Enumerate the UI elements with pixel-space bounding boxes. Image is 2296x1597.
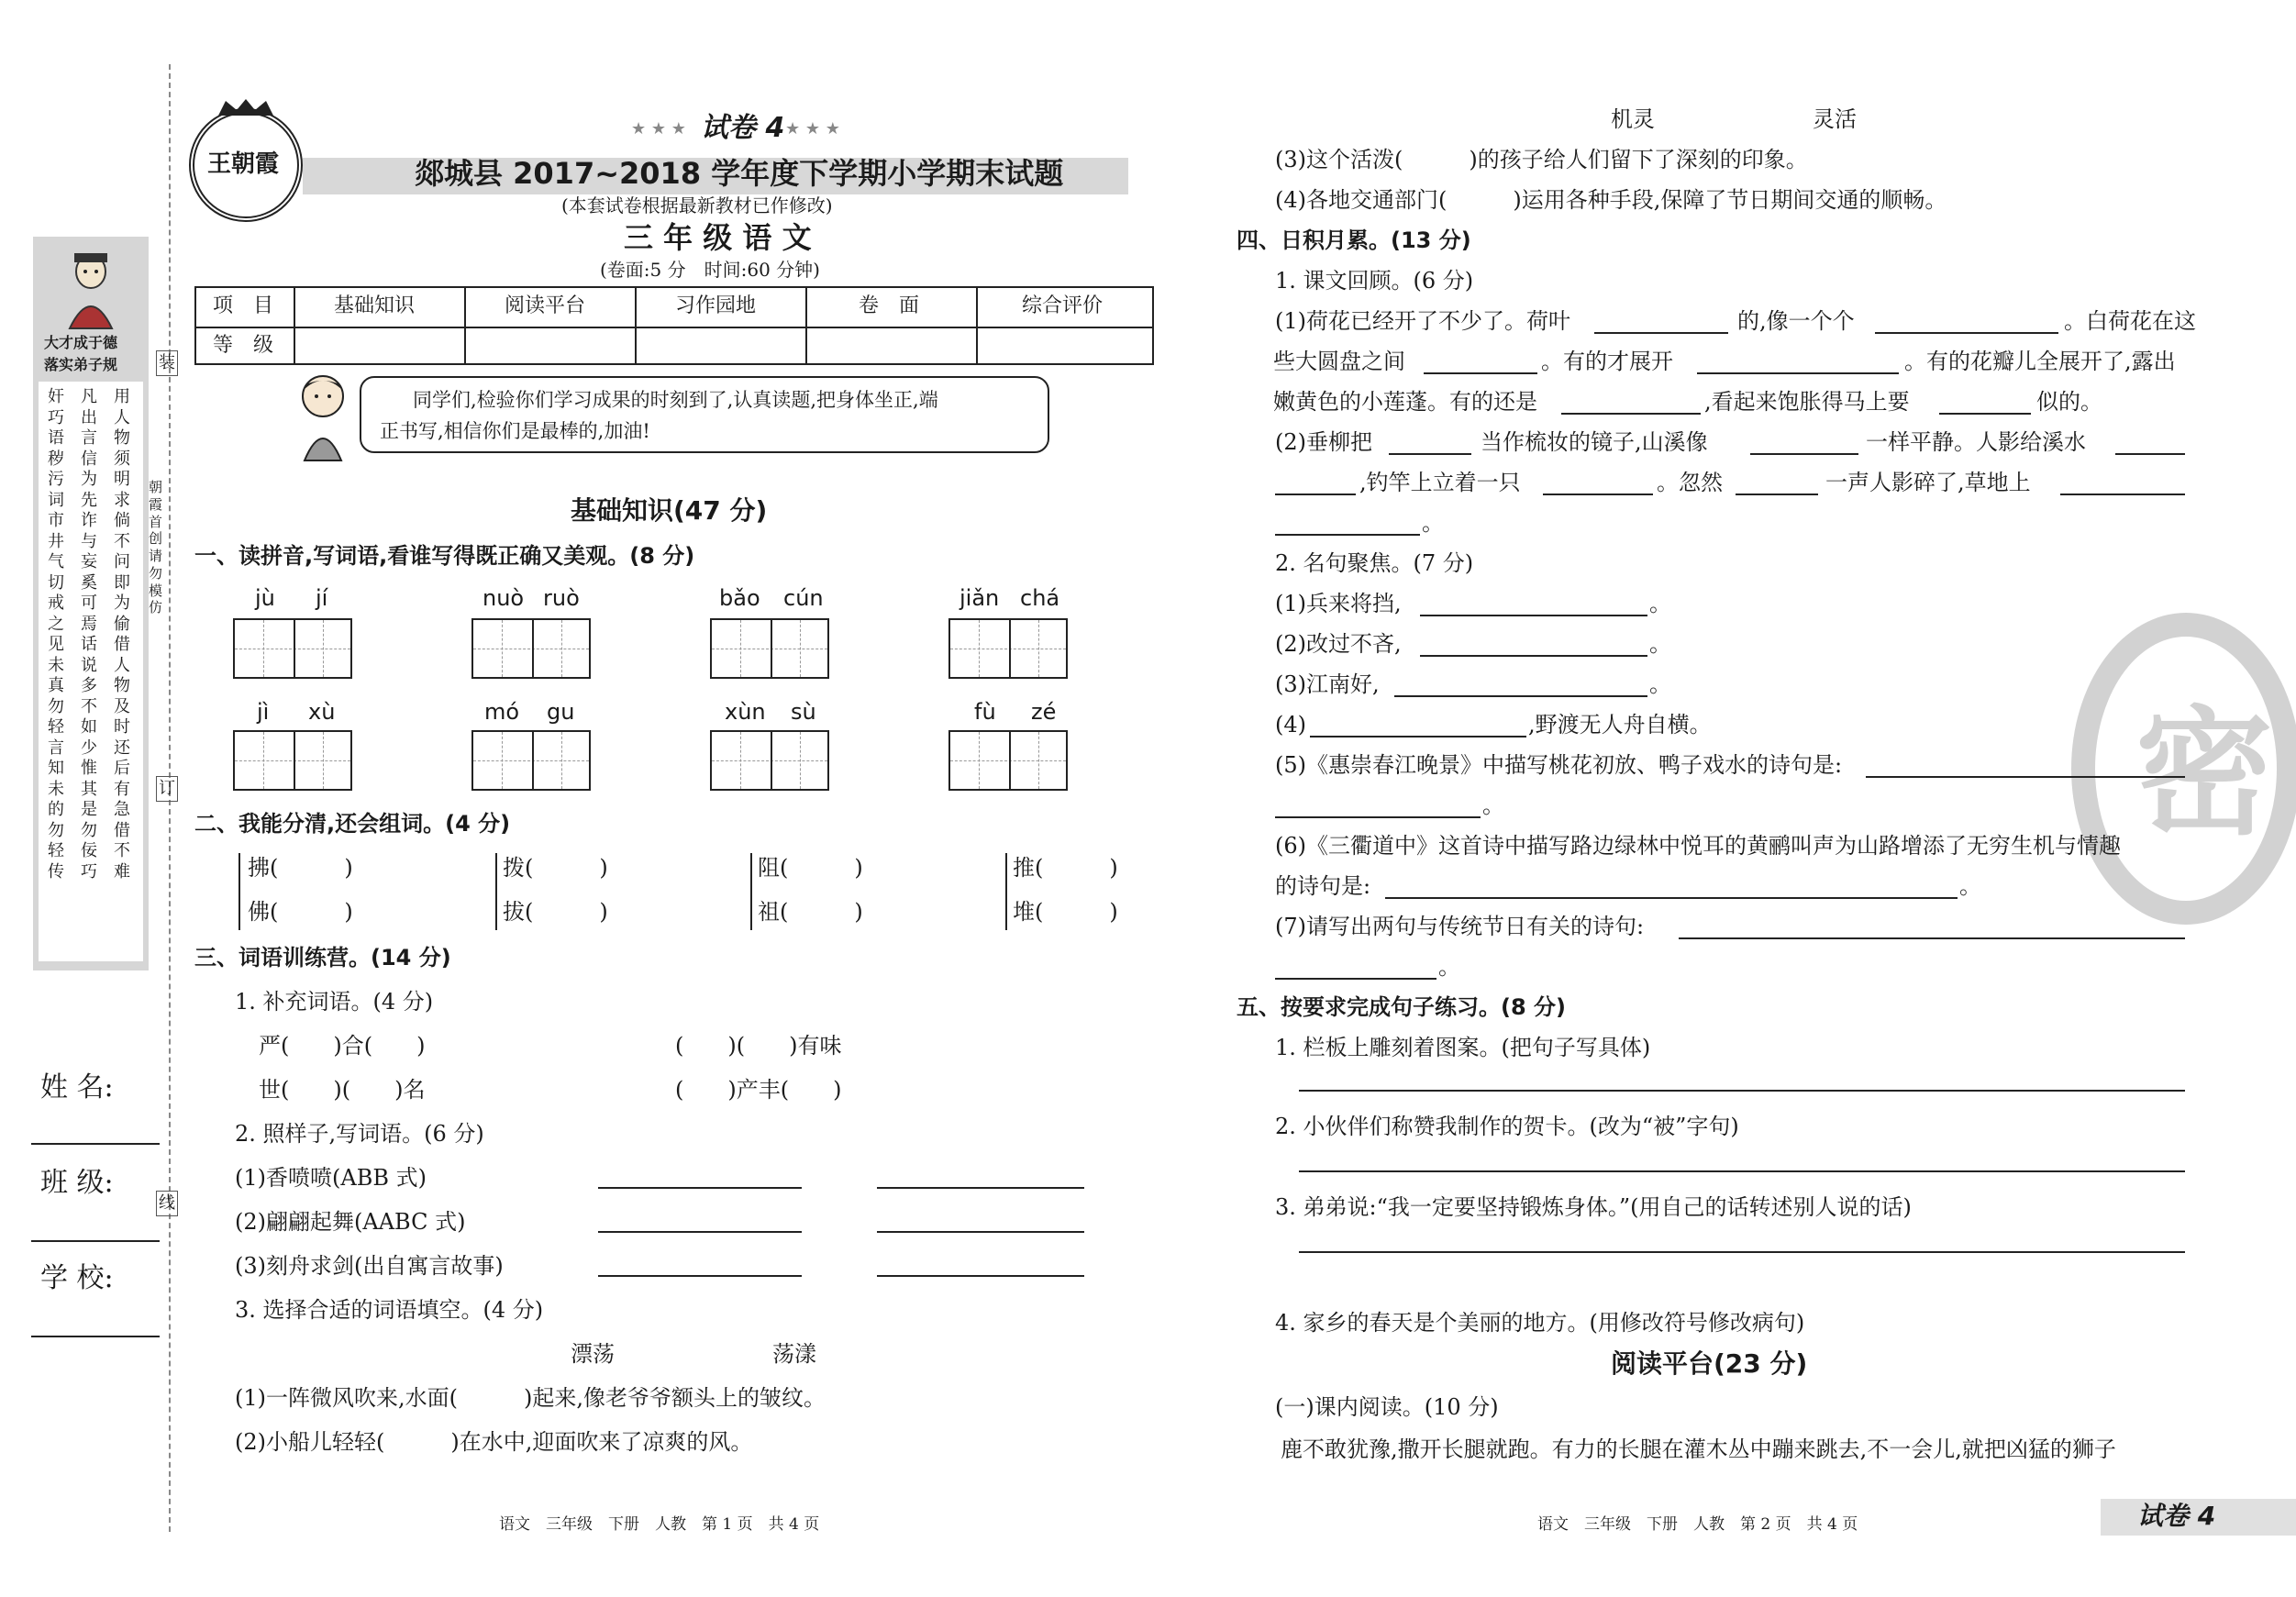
logo-crown-icon	[216, 97, 275, 117]
sentence-task: 3. 弟弟说:“我一定要坚持锻炼身体。”(用自己的话转述别人说的话)	[1275, 1194, 1912, 1220]
pinyin-label: fù	[974, 699, 996, 725]
greeting-line-2: 正书写,相信你们是最棒的,加油!	[380, 420, 650, 442]
section-basic-title: 基础知识(47 分)	[571, 495, 768, 526]
question-1-title: 一、读拼音,写词语,看谁写得既正确又美观。(8 分)	[194, 543, 695, 569]
question-4-title: 四、日积月累。(13 分)	[1237, 227, 1471, 253]
class-field[interactable]	[31, 1240, 160, 1242]
pinyin-label: bǎo	[719, 585, 760, 611]
pinyin-label: mó	[484, 699, 520, 725]
answer-line[interactable]	[1697, 372, 1899, 374]
q3-1-title: 1. 补充词语。(4 分)	[235, 989, 434, 1015]
lotus-text: 些大圆盘之间	[1273, 349, 1405, 374]
answer-line[interactable]	[1424, 372, 1537, 374]
willow-text: ,钓竿上立着一只	[1359, 470, 1521, 495]
answer-line[interactable]	[2060, 494, 2185, 495]
writing-grid[interactable]	[471, 618, 591, 679]
table-header-cell: 卷 面	[859, 294, 920, 317]
idiom-fill[interactable]: 世( )( )名	[259, 1077, 426, 1103]
word-option: 灵活	[1813, 106, 1857, 132]
writing-grid[interactable]	[948, 618, 1068, 679]
q4-2-title: 2. 名句聚焦。(7 分)	[1275, 550, 1474, 576]
poem-period: 。	[1482, 793, 1504, 818]
sentence-task: 2. 小伙伴们称赞我制作的贺卡。(改为“被”字句)	[1275, 1114, 1739, 1139]
poem-prompt: 的诗句是:	[1275, 873, 1371, 899]
pinyin-label: jí	[316, 585, 328, 611]
school-label: 学 校:	[40, 1262, 114, 1294]
answer-line[interactable]	[598, 1187, 802, 1189]
answer-line[interactable]	[1594, 332, 1728, 334]
binding-label-3: 线	[156, 1191, 178, 1216]
lotus-text: 。有的才展开	[1541, 349, 1673, 374]
name-label: 姓 名:	[40, 1071, 114, 1103]
paper-tag: 试卷 4	[701, 112, 785, 144]
answer-line[interactable]	[1543, 494, 1653, 495]
char-pair-item[interactable]: 佛( )	[248, 899, 353, 925]
willow-text: 当作梳妆的镜子,山溪像	[1481, 429, 1708, 455]
table-header-cell: 基础知识	[334, 294, 416, 317]
section-reading-title: 阅读平台(23 分)	[1611, 1348, 1808, 1379]
rules-box	[39, 382, 143, 961]
bracket-brace	[750, 853, 758, 930]
scholar-illustration	[59, 248, 123, 330]
char-pair-item[interactable]: 拂( )	[248, 855, 353, 881]
answer-line[interactable]	[1310, 736, 1526, 738]
poem-period: 。	[1649, 631, 1671, 657]
answer-line[interactable]	[1389, 453, 1471, 455]
q3-2-title: 2. 照样子,写词语。(6 分)	[235, 1121, 484, 1147]
writing-grid[interactable]	[710, 618, 829, 679]
fill-sentence[interactable]: (2)小船儿轻轻( )在水中,迎面吹来了凉爽的风。	[235, 1429, 753, 1455]
answer-line[interactable]	[1275, 534, 1420, 536]
poem-period: 。	[1649, 591, 1671, 616]
binding-label-1: 装	[156, 350, 178, 376]
willow-text: 一声人影碎了,草地上	[1825, 470, 2031, 495]
question-3-title: 三、词语训练营。(14 分)	[194, 945, 451, 970]
table-header-cell: 综合评价	[1022, 294, 1104, 317]
char-pair-item[interactable]: 祖( )	[758, 899, 863, 925]
willow-text: 。	[1422, 510, 1444, 536]
char-pair-item[interactable]: 推( )	[1013, 855, 1118, 881]
pattern-item: (3)刻舟求剑(出自寓言故事)	[235, 1253, 504, 1279]
pinyin-label: jiǎn	[959, 585, 1000, 611]
table-header-cell: 习作园地	[675, 294, 757, 317]
logo-text: 王朝霞	[207, 150, 280, 178]
answer-line[interactable]	[1875, 332, 2058, 334]
pinyin-label: gu	[547, 699, 575, 725]
poem-prompt: ,野渡无人舟自横。	[1528, 712, 1712, 738]
star-deco-left: ★ ★ ★	[631, 119, 686, 139]
sentence-task: 1. 栏板上雕刻着图案。(把句子写具体)	[1275, 1035, 1651, 1060]
writing-grid[interactable]	[710, 730, 829, 791]
secret-stamp	[2071, 613, 2296, 925]
fill-sentence[interactable]: (4)各地交通部门( )运用各种手段,保障了节日期间交通的顺畅。	[1275, 187, 1947, 213]
pinyin-label: cún	[783, 585, 824, 611]
answer-line[interactable]	[598, 1275, 802, 1277]
reading-passage: 鹿不敢犹豫,撒开长腿就跑。有力的长腿在灌木丛中蹦来跳去,不一会儿,就把凶猛的狮子	[1281, 1436, 2116, 1462]
question-5-title: 五、按要求完成句子练习。(8 分)	[1237, 994, 1566, 1020]
pinyin-label: xùn	[725, 699, 766, 725]
answer-line[interactable]	[1275, 816, 1481, 818]
answer-line[interactable]	[1420, 655, 1647, 657]
score-table	[194, 286, 1154, 365]
willow-text: 。忽然	[1657, 470, 1723, 495]
lotus-text: (1)荷花已经开了不少了。荷叶	[1275, 308, 1570, 334]
answer-line[interactable]	[1299, 1170, 2185, 1172]
writing-grid[interactable]	[233, 618, 352, 679]
poem-prompt: (5)《惠崇春江晚景》中描写桃花初放、鸭子戏水的诗句是:	[1275, 752, 1843, 778]
char-pair-item[interactable]: 拔( )	[503, 899, 608, 925]
answer-line[interactable]	[1275, 978, 1436, 980]
star-deco-right: ★ ★ ★	[785, 119, 840, 139]
sentence-task: 4. 家乡的春天是个美丽的地方。(用修改符号修改病句)	[1275, 1310, 1805, 1336]
answer-line[interactable]	[1275, 494, 1356, 495]
answer-line[interactable]	[1736, 494, 1818, 495]
reading-subtitle: (一)课内阅读。(10 分)	[1275, 1394, 1499, 1420]
fill-sentence[interactable]: (1)一阵微风吹来,水面( )起来,像老爷爷额头上的皱纹。	[235, 1385, 826, 1411]
answer-line[interactable]	[1679, 937, 2185, 939]
poem-prompt: (2)改过不吝,	[1275, 631, 1402, 657]
rules-col-2: 凡出言信为先诈与妄奚可焉话说多不如少惟其是勿佞巧	[81, 387, 97, 882]
greeting-line-1: 同学们,检验你们学习成果的时刻到了,认真读题,把身体坐正,端	[413, 389, 938, 411]
answer-line[interactable]	[877, 1187, 1084, 1189]
boy-cartoon	[292, 371, 354, 462]
idiom-fill[interactable]: ( )( )有味	[675, 1033, 842, 1059]
answer-line[interactable]	[1866, 776, 2185, 778]
lotus-text: 。白荷花在这	[2064, 308, 2196, 334]
corner-tag: 试卷 4	[2137, 1501, 2216, 1531]
poem-prompt: (1)兵来将挡,	[1275, 591, 1402, 616]
answer-line[interactable]	[1385, 897, 1958, 899]
word-option: 荡漾	[772, 1341, 816, 1367]
sidebar-panel	[33, 237, 149, 970]
table-header-cell: 阅读平台	[505, 294, 586, 317]
answer-line[interactable]	[598, 1231, 802, 1233]
char-pair-item[interactable]: 堆( )	[1013, 899, 1118, 925]
writing-grid[interactable]	[233, 730, 352, 791]
pinyin-label: nuò	[482, 585, 525, 611]
seal-text: 朝霞首创 请勿模仿	[149, 479, 163, 616]
willow-text: (2)垂柳把	[1275, 429, 1372, 455]
answer-line[interactable]	[1561, 413, 1701, 415]
writing-grid[interactable]	[471, 730, 591, 791]
answer-line[interactable]	[877, 1231, 1084, 1233]
pinyin-label: jù	[255, 585, 275, 611]
exam-subject: 三 年 级 语 文	[624, 220, 812, 255]
poem-period: 。	[1959, 873, 1981, 899]
answer-line[interactable]	[1420, 615, 1647, 616]
pinyin-label: ruò	[543, 585, 580, 611]
pinyin-label: zé	[1031, 699, 1057, 725]
answer-line[interactable]	[1299, 1090, 2185, 1092]
brand-logo	[189, 108, 303, 222]
pinyin-label: xù	[308, 699, 336, 725]
binding-label-2: 订	[156, 776, 178, 802]
answer-line[interactable]	[1394, 695, 1647, 697]
word-option: 机灵	[1611, 106, 1655, 132]
question-2-title: 二、我能分清,还会组词。(4 分)	[194, 811, 511, 837]
school-field[interactable]	[31, 1336, 160, 1337]
answer-line[interactable]	[1939, 413, 2031, 415]
lotus-text: 似的。	[2036, 389, 2102, 415]
poem-prompt: (6)《三衢道中》这首诗中描写路边绿林中悦耳的黄鹂叫声为山路增添了无穷生机与情趣	[1275, 833, 2121, 859]
pattern-item: (1)香喷喷(ABB 式)	[235, 1165, 427, 1191]
class-label: 班 级:	[40, 1167, 114, 1199]
poem-prompt: (4)	[1275, 712, 1306, 738]
pattern-item: (2)翩翩起舞(AABC 式)	[235, 1209, 466, 1235]
table-row-label: 等 级	[213, 334, 274, 357]
fill-sentence[interactable]: (3)这个活泼( )的孩子给人们留下了深刻的印象。	[1275, 147, 1808, 172]
pinyin-label: chá	[1020, 585, 1060, 611]
word-option: 漂荡	[571, 1341, 615, 1367]
rules-col-1: 奸巧语秽污词市井气切戒之见未真勿轻言知未的勿轻传	[48, 387, 64, 882]
q3-3-title: 3. 选择合适的词语填空。(4 分)	[235, 1297, 544, 1323]
answer-line[interactable]	[877, 1275, 1084, 1277]
willow-text: 一样平静。人影给溪水	[1866, 429, 2086, 455]
lotus-text: 嫩黄色的小莲蓬。有的还是	[1273, 389, 1537, 415]
idiom-fill[interactable]: 严( )合( )	[259, 1033, 426, 1059]
motto-1: 大才成于德	[44, 334, 118, 351]
page-footer-left: 语文 三年级 下册 人教 第 1 页 共 4 页	[499, 1515, 820, 1534]
name-field[interactable]	[31, 1143, 160, 1145]
exam-note: (本套试卷根据最新教材已作修改)	[561, 194, 833, 216]
poem-period: 。	[1438, 954, 1460, 980]
motto-2: 落实弟子规	[44, 356, 118, 373]
pinyin-label: sù	[791, 699, 816, 725]
lotus-text: 的,像一个个	[1737, 308, 1855, 334]
bracket-brace	[495, 853, 503, 930]
stamp-char: 密	[2135, 694, 2274, 854]
bracket-brace	[1005, 853, 1013, 930]
q4-1-title: 1. 课文回顾。(6 分)	[1275, 268, 1474, 294]
greeting-bubble	[360, 376, 1049, 453]
char-pair-item[interactable]: 拨( )	[503, 855, 608, 881]
answer-line[interactable]	[1299, 1251, 2185, 1253]
lotus-text: 。有的花瓣儿全展开了,露出	[1904, 349, 2176, 374]
page-footer-right: 语文 三年级 下册 人教 第 2 页 共 4 页	[1537, 1515, 1858, 1534]
rules-col-3: 用人物须明求倘不问即为偷借人物及时还后有急借不难	[114, 387, 130, 882]
answer-line[interactable]	[1750, 453, 1858, 455]
char-pair-item[interactable]: 阻( )	[758, 855, 863, 881]
poem-period: 。	[1649, 671, 1671, 697]
answer-line[interactable]	[2115, 453, 2185, 455]
idiom-fill[interactable]: ( )产丰( )	[675, 1077, 842, 1103]
pinyin-label: jì	[257, 699, 270, 725]
exam-meta: (卷面:5 分 时间:60 分钟)	[600, 259, 820, 281]
bracket-brace	[238, 853, 246, 930]
table-header-cell: 项 目	[213, 294, 274, 317]
lotus-text: ,看起来饱胀得马上要	[1704, 389, 1910, 415]
writing-grid[interactable]	[948, 730, 1068, 791]
poem-prompt: (3)江南好,	[1275, 671, 1380, 697]
poem-prompt: (7)请写出两句与传统节日有关的诗句:	[1275, 914, 1645, 939]
exam-title: 郯城县 2017~2018 学年度下学期小学期末试题	[415, 156, 1064, 191]
